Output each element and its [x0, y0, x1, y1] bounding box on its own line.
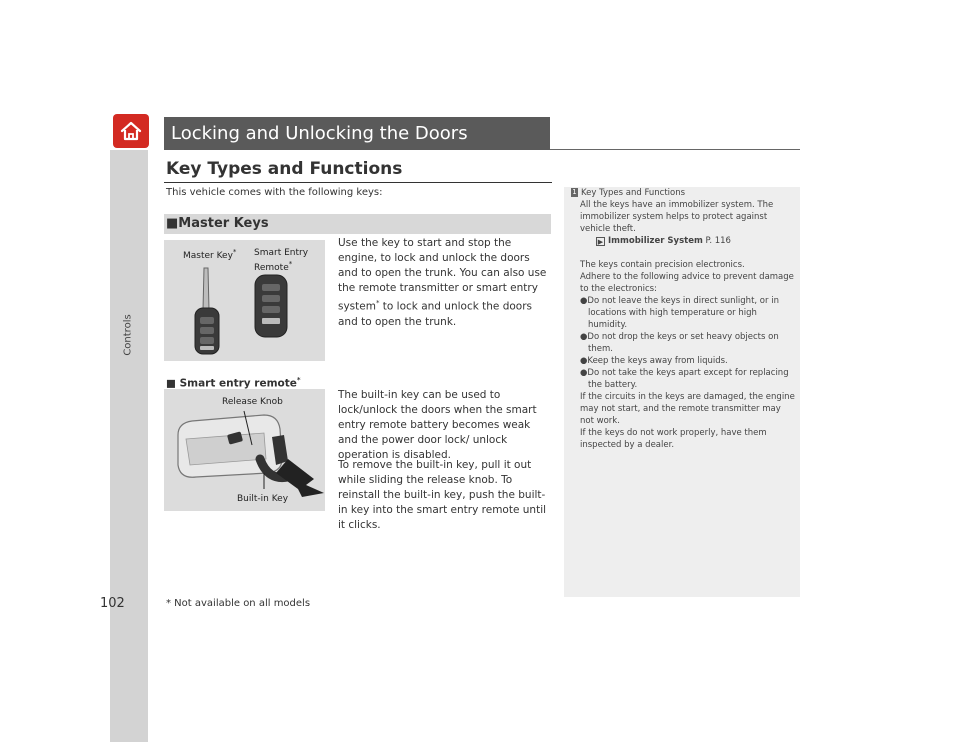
- asterisk: *: [296, 376, 301, 384]
- list-item: ●Keep the keys away from liquids.: [580, 356, 728, 366]
- smart-entry-description-1: The built-in key can be used to lock/unlock the doors when the smart entry remote battery becomes weak and the power door lock/ unlock operation is disabled.: [338, 389, 537, 461]
- master-keys-description: Use the key to start and stop the engine, to lock and unlock the doors and to open the trunk. You can also use the remote transmitter or smart entry system* to lock and unlock the doors and to open the trunk.: [338, 237, 547, 328]
- note-number: 1: [572, 188, 577, 196]
- release-knob-label: Release Knob: [222, 397, 283, 407]
- side-note-paragraph: If the circuits in the keys are damaged, the engine may not start, and the remote transmitter may not work.: [580, 392, 795, 426]
- side-notes-content: [564, 187, 796, 451]
- smart-entry-description-2: To remove the built-in key, pull it out while sliding the release knob. To reinstall the built-in key, push the built-in key into the smart entry remote until it clicks.: [338, 459, 547, 531]
- side-note-paragraph: If the keys do not work properly, have them inspected by a dealer.: [580, 428, 767, 450]
- double-arrow-icon: ▶: [597, 238, 604, 246]
- section-rule: [164, 182, 552, 183]
- smart-entry-label: Smart Entry Remote*: [254, 248, 309, 273]
- section-label-text: Controls: [122, 314, 134, 356]
- master-keys-title: ■Master Keys: [166, 216, 269, 231]
- list-item: ●Do not leave the keys in direct sunlight, or in locations with high temperature or high humidity.: [580, 296, 779, 330]
- smart-entry-heading: ■ Smart entry remote*: [166, 376, 301, 390]
- page-title: Locking and Unlocking the Doors: [171, 123, 468, 144]
- asterisk: *: [232, 248, 237, 256]
- smart-remote-icon: [164, 389, 325, 511]
- side-notes-heading-text: Key Types and Functions: [581, 188, 686, 198]
- smart-entry-illustration: [164, 389, 325, 511]
- built-in-key-label: Built-in Key: [237, 494, 289, 504]
- side-strip: [110, 150, 148, 742]
- asterisk: *: [375, 299, 380, 307]
- home-icon: [119, 119, 143, 143]
- side-note-paragraph: The keys contain precision electronics.: [580, 260, 745, 270]
- footnote: * Not available on all models: [166, 598, 311, 609]
- page-number: 102: [100, 596, 125, 611]
- side-note-paragraph: Adhere to the following advice to prevent damage to the electronics:: [580, 272, 794, 294]
- list-item: ●Do not take the keys apart except for replacing the battery.: [580, 368, 789, 390]
- asterisk: *: [288, 260, 293, 268]
- master-key-label: Master Key*: [183, 248, 237, 261]
- side-notes-heading: [571, 187, 796, 199]
- immobilizer-reference-link[interactable]: [596, 235, 796, 247]
- section-label: [116, 290, 140, 380]
- title-rule: [550, 149, 800, 150]
- list-item: ●Do not drop the keys or set heavy objects on them.: [580, 332, 779, 354]
- section-title: Key Types and Functions: [166, 159, 403, 179]
- precaution-list: [580, 295, 796, 391]
- intro-text: This vehicle comes with the following keys:: [166, 187, 383, 198]
- home-button[interactable]: [113, 114, 149, 148]
- side-note-paragraph: All the keys have an immobilizer system. The immobilizer system helps to protect against vehicle theft.: [580, 200, 774, 234]
- reference-page: P. 116: [705, 236, 731, 246]
- reference-label: Immobilizer System: [608, 236, 703, 246]
